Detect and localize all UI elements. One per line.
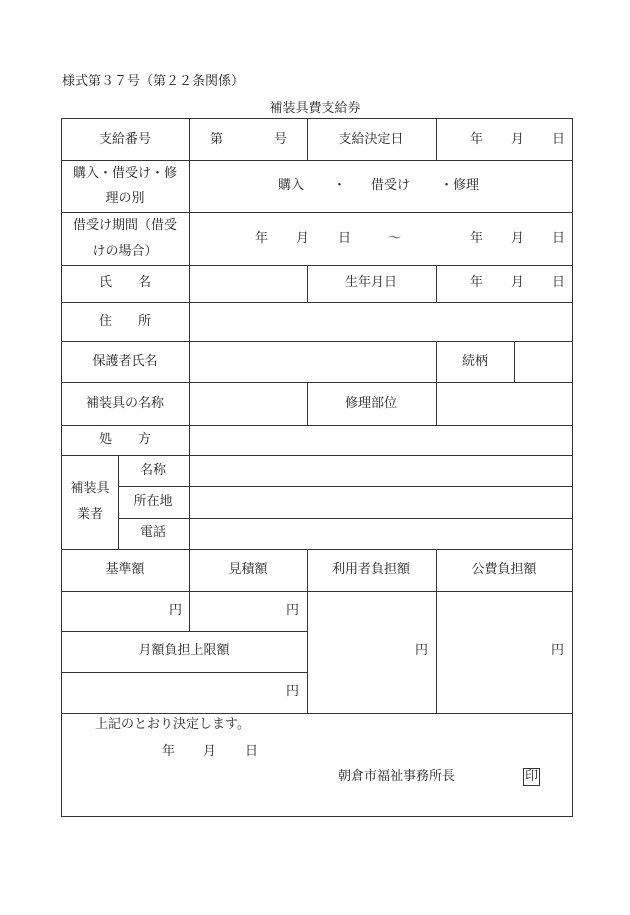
month-label: 月 — [296, 231, 310, 246]
prescription-label: 処 方 — [98, 432, 152, 447]
estimate-amount-label: 見積額 — [228, 562, 268, 577]
dai-label: 第 — [210, 132, 224, 147]
col-line — [436, 265, 437, 302]
row-line — [62, 341, 572, 342]
name-label: 氏 名 — [98, 275, 152, 290]
purchase-type-label-line2: 理の別 — [105, 191, 145, 206]
col-line — [118, 455, 119, 549]
row-line — [62, 549, 572, 550]
col-line — [189, 549, 190, 631]
year-label: 年 — [255, 231, 269, 246]
row-line — [62, 212, 572, 213]
row-line — [62, 265, 572, 266]
option-separator: ・ — [333, 178, 347, 193]
option-lease: 借受け — [371, 178, 411, 193]
public-burden-label: 公費負担額 — [471, 562, 537, 577]
vendor-label-line2: 業者 — [76, 507, 104, 522]
year-label: 年 — [470, 132, 484, 147]
repair-part-label: 修理部位 — [344, 396, 398, 411]
device-name-label: 補装具の名称 — [85, 396, 165, 411]
yen-label: 円 — [286, 684, 300, 699]
col-line — [307, 549, 308, 713]
vendor-label-line1: 補装具 — [70, 481, 110, 496]
monthly-limit-label: 月額負担上限額 — [138, 643, 230, 658]
form-number: 様式第３７号（第２２条関係） — [62, 74, 245, 89]
day-label: 日 — [552, 132, 566, 147]
seal-mark: 印 — [525, 769, 539, 784]
day-label: 日 — [552, 231, 566, 246]
yen-label: 円 — [551, 643, 565, 658]
row-line — [62, 591, 572, 592]
decision-statement: 上記のとおり決定します。 — [95, 717, 250, 732]
month-label: 月 — [511, 231, 525, 246]
month-label: 月 — [511, 132, 525, 147]
option-purchase: 購入 — [278, 178, 305, 193]
year-label: 年 — [470, 275, 484, 290]
row-line — [62, 455, 572, 456]
decision-date-label: 支給決定日 — [338, 132, 404, 147]
row-line — [62, 672, 307, 673]
row-line — [62, 425, 572, 426]
day-label: 日 — [338, 231, 352, 246]
office-director: 朝倉市福祉事務所長 — [338, 769, 456, 784]
lease-period-label-line1: 借受け期間（借受 — [72, 218, 178, 233]
year-label: 年 — [162, 744, 176, 759]
go-label: 号 — [274, 132, 288, 147]
yen-label: 円 — [169, 603, 183, 618]
month-label: 月 — [511, 275, 525, 290]
row-line — [62, 302, 572, 303]
form-table — [61, 118, 573, 817]
row-line — [62, 631, 307, 632]
vendor-location-label: 所在地 — [133, 494, 173, 509]
row-line — [62, 160, 572, 161]
user-burden-label: 利用者負担額 — [331, 562, 411, 577]
day-label: 日 — [552, 275, 566, 290]
row-line — [62, 713, 572, 714]
yen-label: 円 — [286, 603, 300, 618]
option-repair: ・修理 — [440, 178, 480, 193]
relationship-label: 続柄 — [461, 354, 489, 369]
col-line — [514, 341, 515, 382]
month-label: 月 — [203, 744, 217, 759]
col-line — [307, 265, 308, 302]
birth-date-label: 生年月日 — [344, 275, 398, 290]
form-title: 補装具費支給券 — [269, 101, 361, 116]
col-line — [436, 382, 437, 425]
col-line — [436, 119, 437, 160]
row-line — [62, 382, 572, 383]
lease-period-label-line2: けの場合） — [92, 244, 158, 259]
col-line — [436, 549, 437, 713]
address-label: 住 所 — [98, 314, 152, 329]
guardian-name-label: 保護者氏名 — [92, 354, 158, 369]
purchase-type-label-line1: 購入・借受け・修 — [72, 166, 178, 181]
day-label: 日 — [245, 744, 259, 759]
tilde-label: ～ — [388, 231, 402, 246]
col-line — [189, 119, 190, 549]
vendor-name-label: 名称 — [139, 463, 167, 478]
yen-label: 円 — [415, 643, 429, 658]
base-amount-label: 基準額 — [105, 562, 145, 577]
col-line — [307, 382, 308, 425]
row-line — [118, 518, 572, 519]
row-line — [118, 486, 572, 487]
year-label: 年 — [470, 231, 484, 246]
vendor-phone-label: 電話 — [139, 525, 167, 540]
col-line — [436, 341, 437, 382]
issue-number-label: 支給番号 — [98, 132, 152, 147]
col-line — [307, 119, 308, 160]
